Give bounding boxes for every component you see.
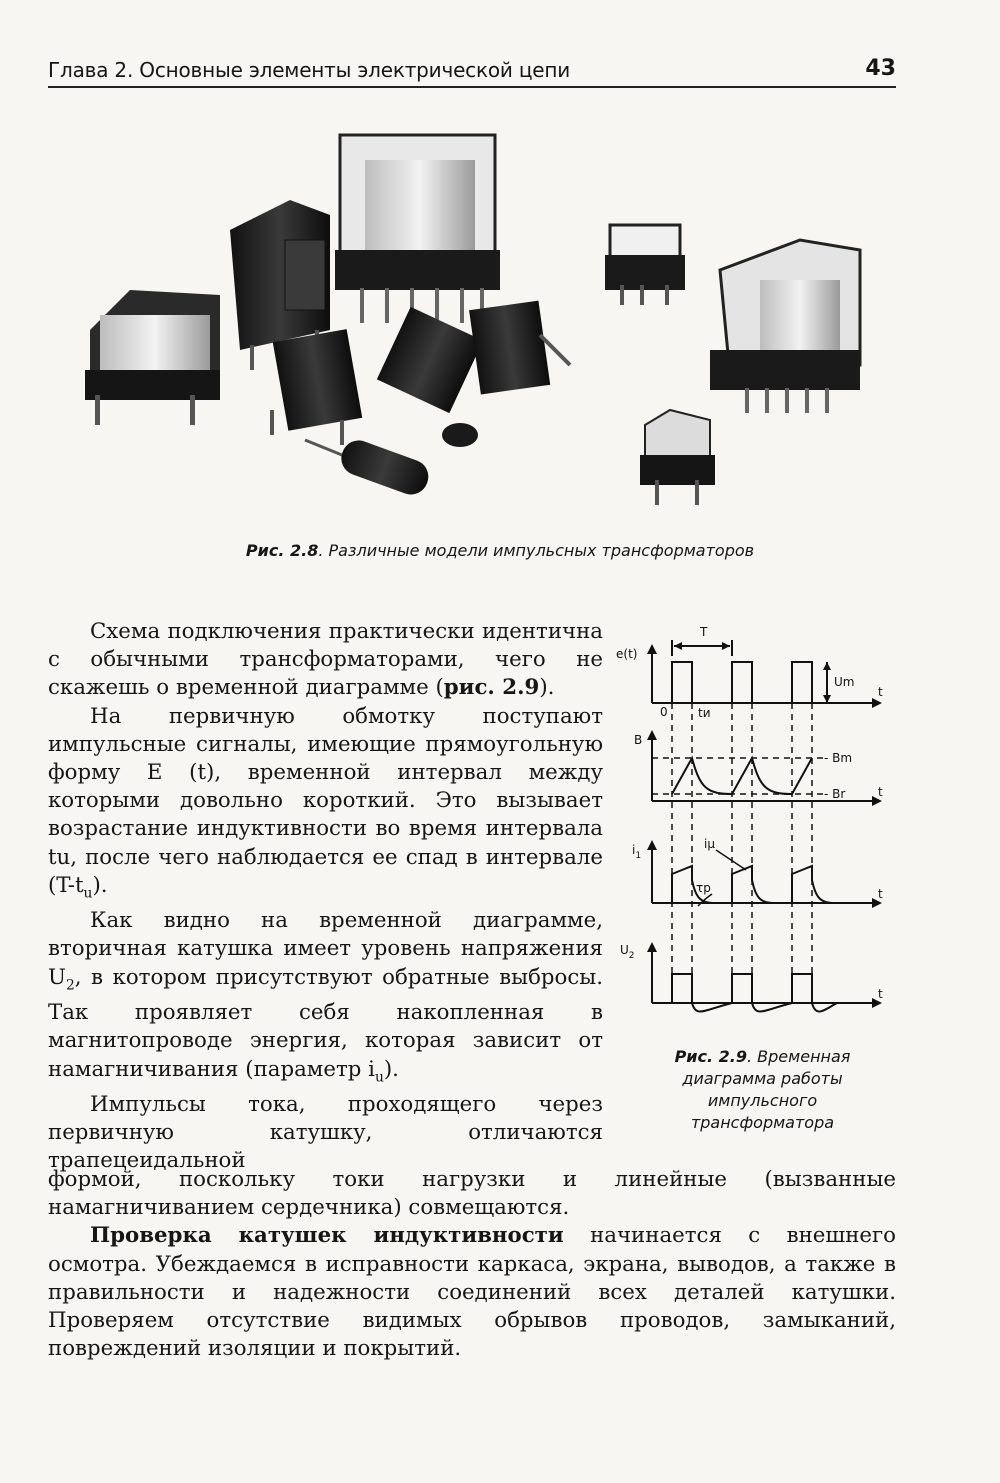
- label-tu: tи: [698, 706, 711, 720]
- paragraph-4-continued: формой, поскольку токи нагрузки и линейные (вызванные намагничиванием сердечника) совмещаются.: [48, 1167, 896, 1221]
- chapter-title: Глава 2. Основные элементы электрической цепи: [48, 58, 571, 82]
- transformer-center-large: [335, 135, 500, 323]
- label-e-axis: e(t): [616, 647, 638, 661]
- figure-2-8-caption-text: . Различные модели импульсных трансформаторов: [318, 541, 755, 560]
- label-i1: [632, 843, 641, 861]
- figure-reference: рис. 2.9: [443, 675, 540, 701]
- label-tau: τp: [696, 881, 711, 895]
- paragraph-5-text: начинается с внешнего осмотра. Убеждаемся в исправности каркаса, экрана, выводов, а также в правильности и надежности соединений всех деталей катушки. Проверяем отсутствие видимых обрывов проводов, замыканий, повреждений изоляции и покрытий.: [48, 1223, 896, 1362]
- paragraph-1-end: ).: [539, 675, 555, 701]
- label-br: - Br: [824, 787, 846, 801]
- paragraph-2: [48, 703, 603, 908]
- running-header: [48, 56, 896, 88]
- label-u2: [620, 943, 635, 961]
- um-arrow-down: [823, 695, 831, 703]
- i1-up-arrow: [647, 840, 657, 850]
- label-bm: - Bm: [824, 751, 853, 765]
- label-period: T: [700, 625, 708, 639]
- paragraph-3: [48, 907, 603, 1091]
- paragraph-1-text: Схема подключения практически идентична с обычными трансформаторами, чего не скажешь о временной диаграмме (: [48, 619, 603, 701]
- b-curve: [672, 758, 812, 794]
- e-axis-arrow: [872, 698, 882, 708]
- b-up-arrow: [647, 730, 657, 740]
- paragraph-1: [48, 618, 603, 703]
- paragraph-5-bold: Проверка катушек индуктивности: [90, 1223, 564, 1249]
- label-i1-sub: 1: [635, 851, 642, 861]
- transformer-small-white-top: [605, 225, 685, 305]
- paragraph-5: [48, 1222, 896, 1363]
- label-t-3: t: [878, 887, 883, 901]
- e-up-arrow: [647, 644, 657, 654]
- paragraph-2-end: ).: [92, 872, 108, 898]
- paragraph-3-end: ).: [383, 1056, 399, 1082]
- um-arrow-up: [823, 662, 831, 670]
- label-b-axis: B: [634, 733, 643, 747]
- timing-diagram: [612, 618, 902, 1038]
- imu-pointer: [716, 850, 746, 870]
- paragraph-4-start: Импульсы тока, проходящего через первичную катушку, отличаются трапецеидальной: [48, 1092, 603, 1174]
- paragraph-3-subscript-2: u: [374, 1068, 384, 1085]
- transformer-right-large: [710, 240, 860, 413]
- label-u2-main: U: [620, 943, 629, 957]
- transformer-small-black-2: [377, 307, 483, 447]
- label-zero: 0: [660, 705, 668, 719]
- paragraph-3-text: Как видно на временной диаграмме, вторичная катушка имеет уровень напряжения U: [48, 908, 603, 990]
- paragraph-3-middle: , в котором присутствуют обратные выбросы. Так проявляет себя накопленная в магнитопроводе энергия, которая зависит от намагничивания (параметр i: [48, 964, 603, 1082]
- label-t-2: t: [878, 785, 883, 799]
- u2-up-arrow: [647, 942, 657, 952]
- transformers-photo: [70, 120, 870, 530]
- label-t-1: t: [878, 685, 883, 699]
- text-column-narrow: [48, 618, 603, 1176]
- figure-2-9-caption-text: . Временная диаграмма работы импульсного трансформатора: [682, 1047, 851, 1132]
- e-pulses: [652, 662, 812, 703]
- figure-2-8-label: Рис. 2.8: [245, 541, 319, 560]
- label-t-4: t: [878, 987, 883, 1001]
- transformer-small-cube: [640, 410, 715, 505]
- rod-inductor: [305, 436, 433, 500]
- period-arrow-left: [674, 642, 682, 650]
- label-imu: iμ: [704, 837, 715, 851]
- transformer-small-black-3: [469, 301, 570, 395]
- label-um: Um: [834, 675, 855, 689]
- text-column-wide: [48, 1166, 896, 1363]
- paragraph-3-subscript-1: 2: [65, 976, 75, 993]
- label-u2-sub: 2: [628, 951, 635, 961]
- figure-2-9-label: Рис. 2.9: [674, 1047, 747, 1066]
- period-arrow-right: [722, 642, 730, 650]
- label-i1-main: i: [632, 843, 636, 857]
- page-number: 43: [865, 56, 896, 81]
- transformer-left: [85, 290, 220, 425]
- paragraph-2-text: На первичную обмотку поступают импульсные сигналы, имеющие прямоугольную форму E (t), временной интервал между которыми довольно короткий. Это вызывает возрастание индуктивности во время интервала tu, после чего наблюдается ее спад в интервале (T-t: [48, 703, 603, 898]
- u2-curve: [652, 974, 837, 1012]
- figure-2-8-caption: [0, 541, 1000, 560]
- figure-2-9-caption: [640, 1046, 885, 1134]
- transformer-small-black-1: [270, 329, 362, 445]
- paragraph-2-subscript: u: [83, 885, 93, 902]
